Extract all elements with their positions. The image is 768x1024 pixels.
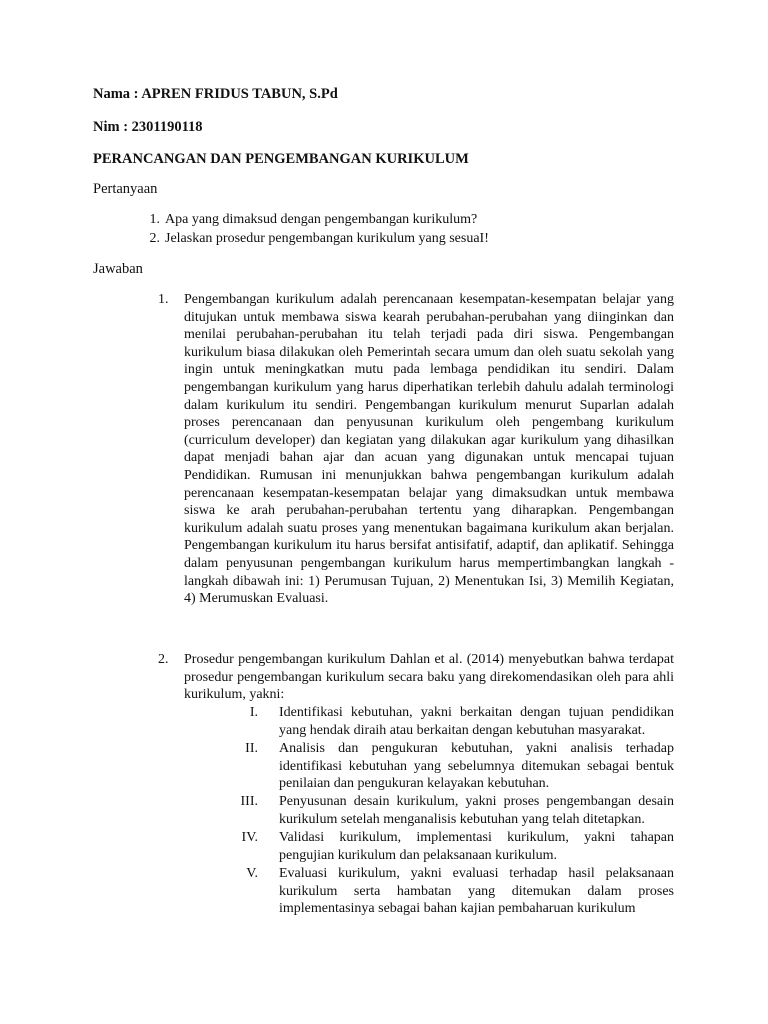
procedure-text: Identifikasi kebutuhan, yakni berkaitan dengan tujuan pendidikan yang hendak diraih atau berkaitan dengan kebutuhan masyarakat. xyxy=(279,705,674,738)
answer-number: 2. xyxy=(158,652,169,667)
question-text: Jelaskan prosedur pengembangan kurikulum yang sesuaI! xyxy=(165,231,489,246)
answer-paragraph: Pengembangan kurikulum adalah perencanaan kesempatan-kesempatan belajar yang ditujukan untuk membawa siswa kearah perubahan-perubahan yang diinginkan dan menilai perubahan-perubahan itu telah terjadi pada diri siswa. Pengembangan kurikulum biasa dilakukan oleh Pemerintah secara umum dan oleh suatu sekolah yang ingin untuk meningkatkan mutu pada lembaga pendidikan itu sendiri. Dalam pengembangan kurikulum yang harus diperhatikan terlebih dahulu adalah terminologi dalam kurikulum itu sendiri. Pengembangan kurikulum menurut Suparlan adalah proses perencanaan dan penyusunan kurikulum oleh pengembang kurikulum (curriculum developer) dan kegiatan yang dilakukan agar kurikulum yang dihasilkan dapat menjadi bahan ajar dan acuan yang digunakan untuk mencapai tujuan Pendidikan. Rumusan ini menunjukkan bahwa pengembangan kurikulum adalah perencanaan kesempatan-kesempatan belajar yang dimaksudkan untuk membawa siswa ke arah perubahan-perubahan tertentu yang diharapkan. Pengembangan kurikulum adalah suatu proses yang menentukan bagaimana kurikulum akan berjalan. Pengembangan kurikulum itu harus bersifat antisifatif, adaptif, dan aplikatif. Sehingga dalam penyusunan pengembangan kurikulum harus mempertimbangkan langkah - langkah dibawah ini: 1) Perumusan Tujuan, 2) Menentukan Isi, 3) Memilih Kegiatan, 4) Merumuskan Evaluasi. xyxy=(184,292,674,607)
procedure-number: III. xyxy=(240,794,258,809)
procedure-number: I. xyxy=(249,705,258,720)
question-number: 1. xyxy=(149,212,160,227)
procedure-number: II. xyxy=(245,741,258,756)
answers-heading: Jawaban xyxy=(93,261,143,277)
question-number: 2. xyxy=(149,231,160,246)
nim-line: Nim : 2301190118 xyxy=(93,119,203,135)
procedure-number: IV. xyxy=(241,830,258,845)
procedure-text: Evaluasi kurikulum, yakni evaluasi terhadap hasil pelaksanaan kurikulum serta hambatan yang ditemukan dalam proses implementasinya sebagai bahan kajian pembaharuan kurikulum xyxy=(279,866,674,917)
procedure-number: V. xyxy=(246,866,258,881)
procedure-text: Analisis dan pengukuran kebutuhan, yakni analisis terhadap identifikasi kebutuhan yang sebelumnya ditemukan sebagai bentuk penilaian dan pengukuran kelayakan kebutuhan. xyxy=(279,741,674,792)
question-text: Apa yang dimaksud dengan pengembangan kurikulum? xyxy=(165,212,478,227)
answer-intro: Prosedur pengembangan kurikulum Dahlan et al. (2014) menyebutkan bahwa terdapat prosedur pengembangan kurikulum secara baku yang direkomendasikan oleh para ahli kurikulum, yakni: xyxy=(184,652,674,703)
procedure-text: Validasi kurikulum, implementasi kurikulum, yakni tahapan pengujian kurikulum dan pelaksanaan kurikulum. xyxy=(279,830,674,863)
document-title: PERANCANGAN DAN PENGEMBANGAN KURIKULUM xyxy=(93,151,469,167)
procedure-text: Penyusunan desain kurikulum, yakni proses pengembangan desain kurikulum setelah menganalisis kebutuhan yang telah ditetapkan. xyxy=(279,794,674,827)
name-line: Nama : APREN FRIDUS TABUN, S.Pd xyxy=(93,86,338,102)
answer-number: 1. xyxy=(158,292,169,307)
questions-heading: Pertanyaan xyxy=(93,181,158,197)
